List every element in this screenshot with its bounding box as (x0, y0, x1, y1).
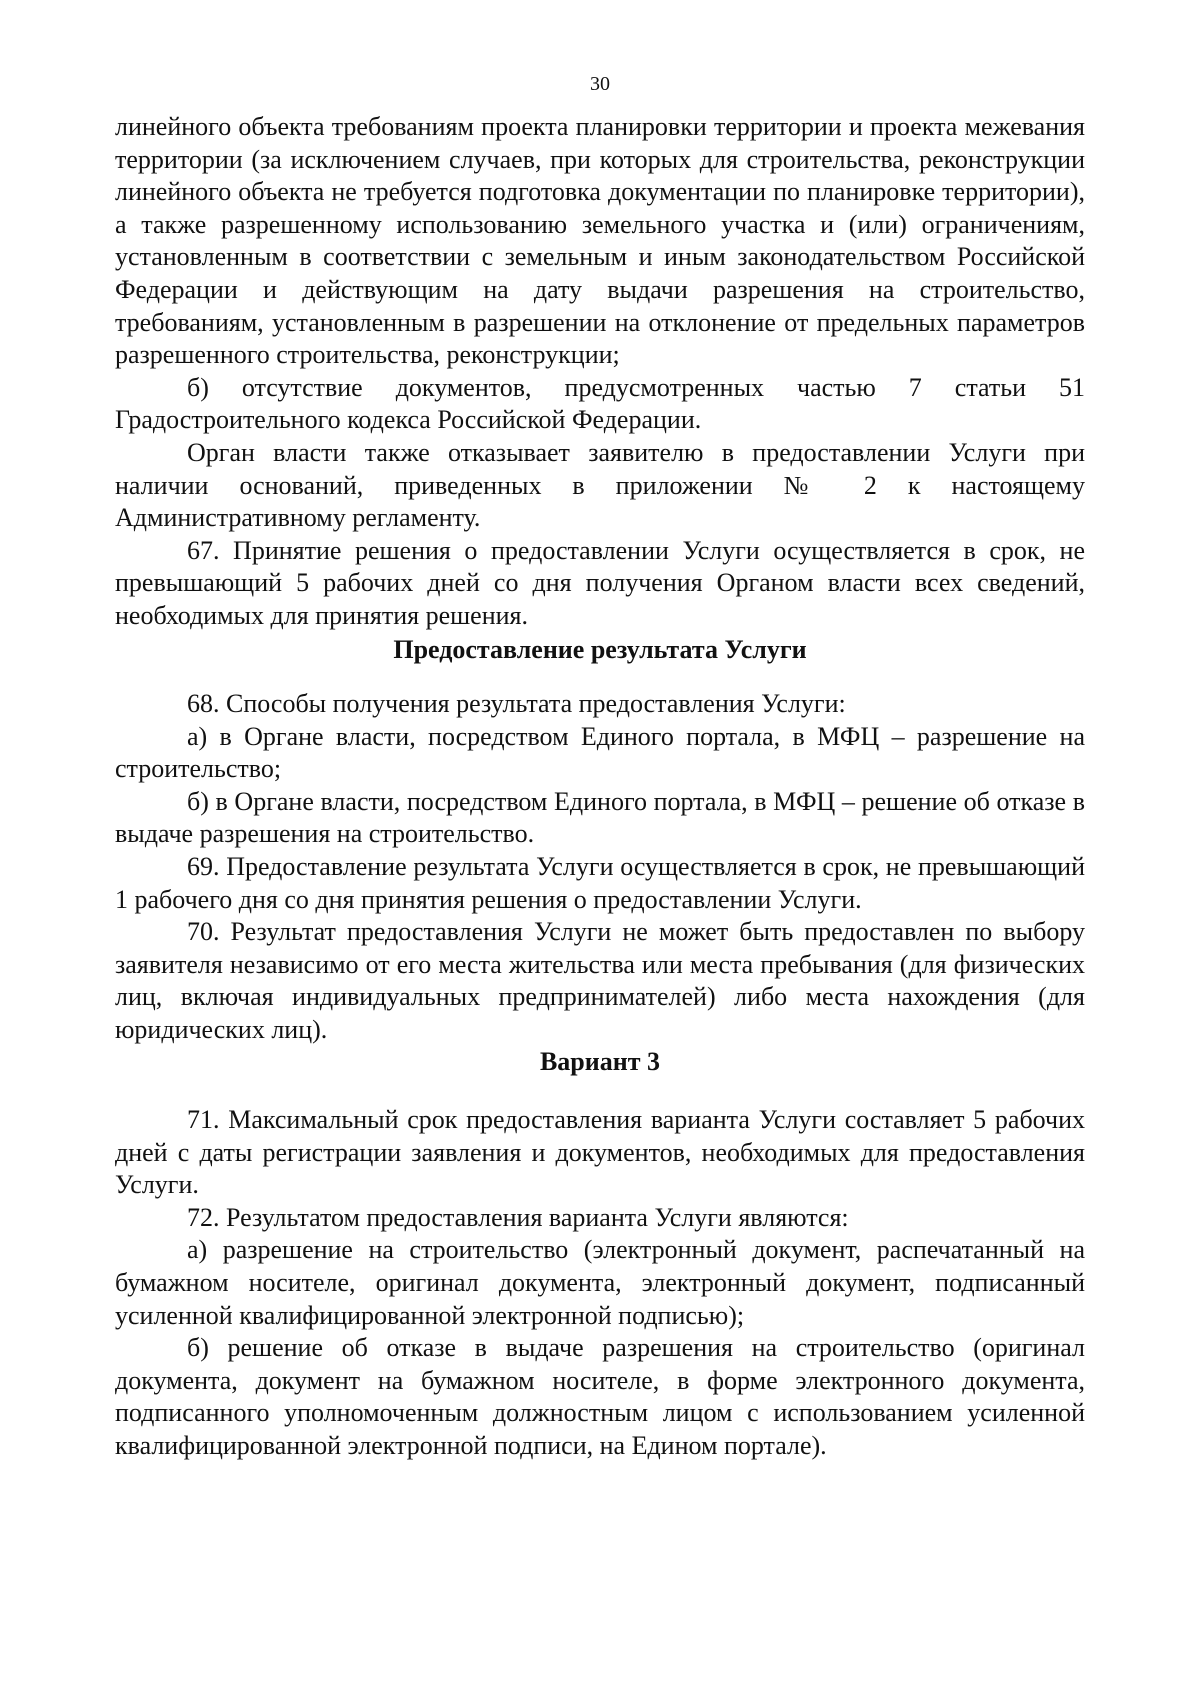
paragraph-71: 71. Максимальный срок предоставления варианта Услуги составляет 5 рабочих дней с даты регистрации заявления и документов, необходимых для предоставления Услуги. (115, 1105, 1085, 1200)
paragraph-item-b: б) отсутствие документов, предусмотренных частью 7 статьи 51 Градостроительного кодекса Российской Федерации. (115, 372, 1085, 435)
paragraph-72-a: а) разрешение на строительство (электронный документ, распечатанный на бумажном носителе, оригинал документа, электронный документ, подписанный усиленной квалифицированной электронной подписью); (115, 1235, 1085, 1330)
text-block-3 (115, 1104, 1085, 1463)
text-block-2 (115, 688, 1085, 1047)
paragraph-72-b: б) решение об отказе в выдаче разрешения на строительство (оригинал документа, документ на бумажном носителе, в форме электронного документа, подписанного уполномоченным должностным лицом с использованием усиленной квалифицированной электронной подписи, на Едином портале). (115, 1333, 1085, 1460)
paragraph-69: 69. Предоставление результата Услуги осуществляется в срок, не превышающий 1 рабочего дня со дня принятия решения о предоставлении Услуги. (115, 851, 1085, 914)
paragraph-68-b: б) в Органе власти, посредством Единого портала, в МФЦ – решение об отказе в выдаче разрешения на строительство. (115, 786, 1085, 849)
text-block-1 (115, 111, 1085, 633)
paragraph-continuation: линейного объекта требованиям проекта планировки территории и проекта межевания территории (за исключением случаев, при которых для строительства, реконструкции линейного объекта не требуется подготовка документации по планировке территории), а также разрешенному использованию земельного участка и (или) ограничениям, установленным в соответствии с земельным и иным законодательством Российской Федерации и действующим на дату выдачи разрешения на строительство, требованиям, установленным в разрешении на отклонение от предельных параметров разрешенного строительства, реконструкции; (115, 112, 1085, 370)
paragraph-70: 70. Результат предоставления Услуги не может быть предоставлен по выбору заявителя независимо от его места жительства или места пребывания (для физических лиц, включая индивидуальных предпринимателей) либо места нахождения (для юридических лиц). (115, 917, 1085, 1044)
paragraph-72: 72. Результатом предоставления варианта Услуги являются: (187, 1202, 849, 1232)
paragraph-68-a: а) в Органе власти, посредством Единого портала, в МФЦ – разрешение на строительство; (115, 721, 1085, 784)
page-number: 30 (590, 73, 610, 95)
section-heading-variant-3: Вариант 3 (539, 1047, 661, 1076)
paragraph-68: 68. Способы получения результата предоставления Услуги: (187, 689, 846, 718)
section-heading-result: Предоставление результата Услуги (393, 635, 807, 664)
paragraph-67: 67. Принятие решения о предоставлении Услуги осуществляется в срок, не превышающий 5 рабочих дней со дня получения Органом власти всех сведений, необходимых для принятия решения. (115, 535, 1085, 630)
paragraph-refusal-grounds: Орган власти также отказывает заявителю в предоставлении Услуги при наличии оснований, приведенных в приложении № 2 к настоящему Административному регламенту. (115, 437, 1085, 533)
